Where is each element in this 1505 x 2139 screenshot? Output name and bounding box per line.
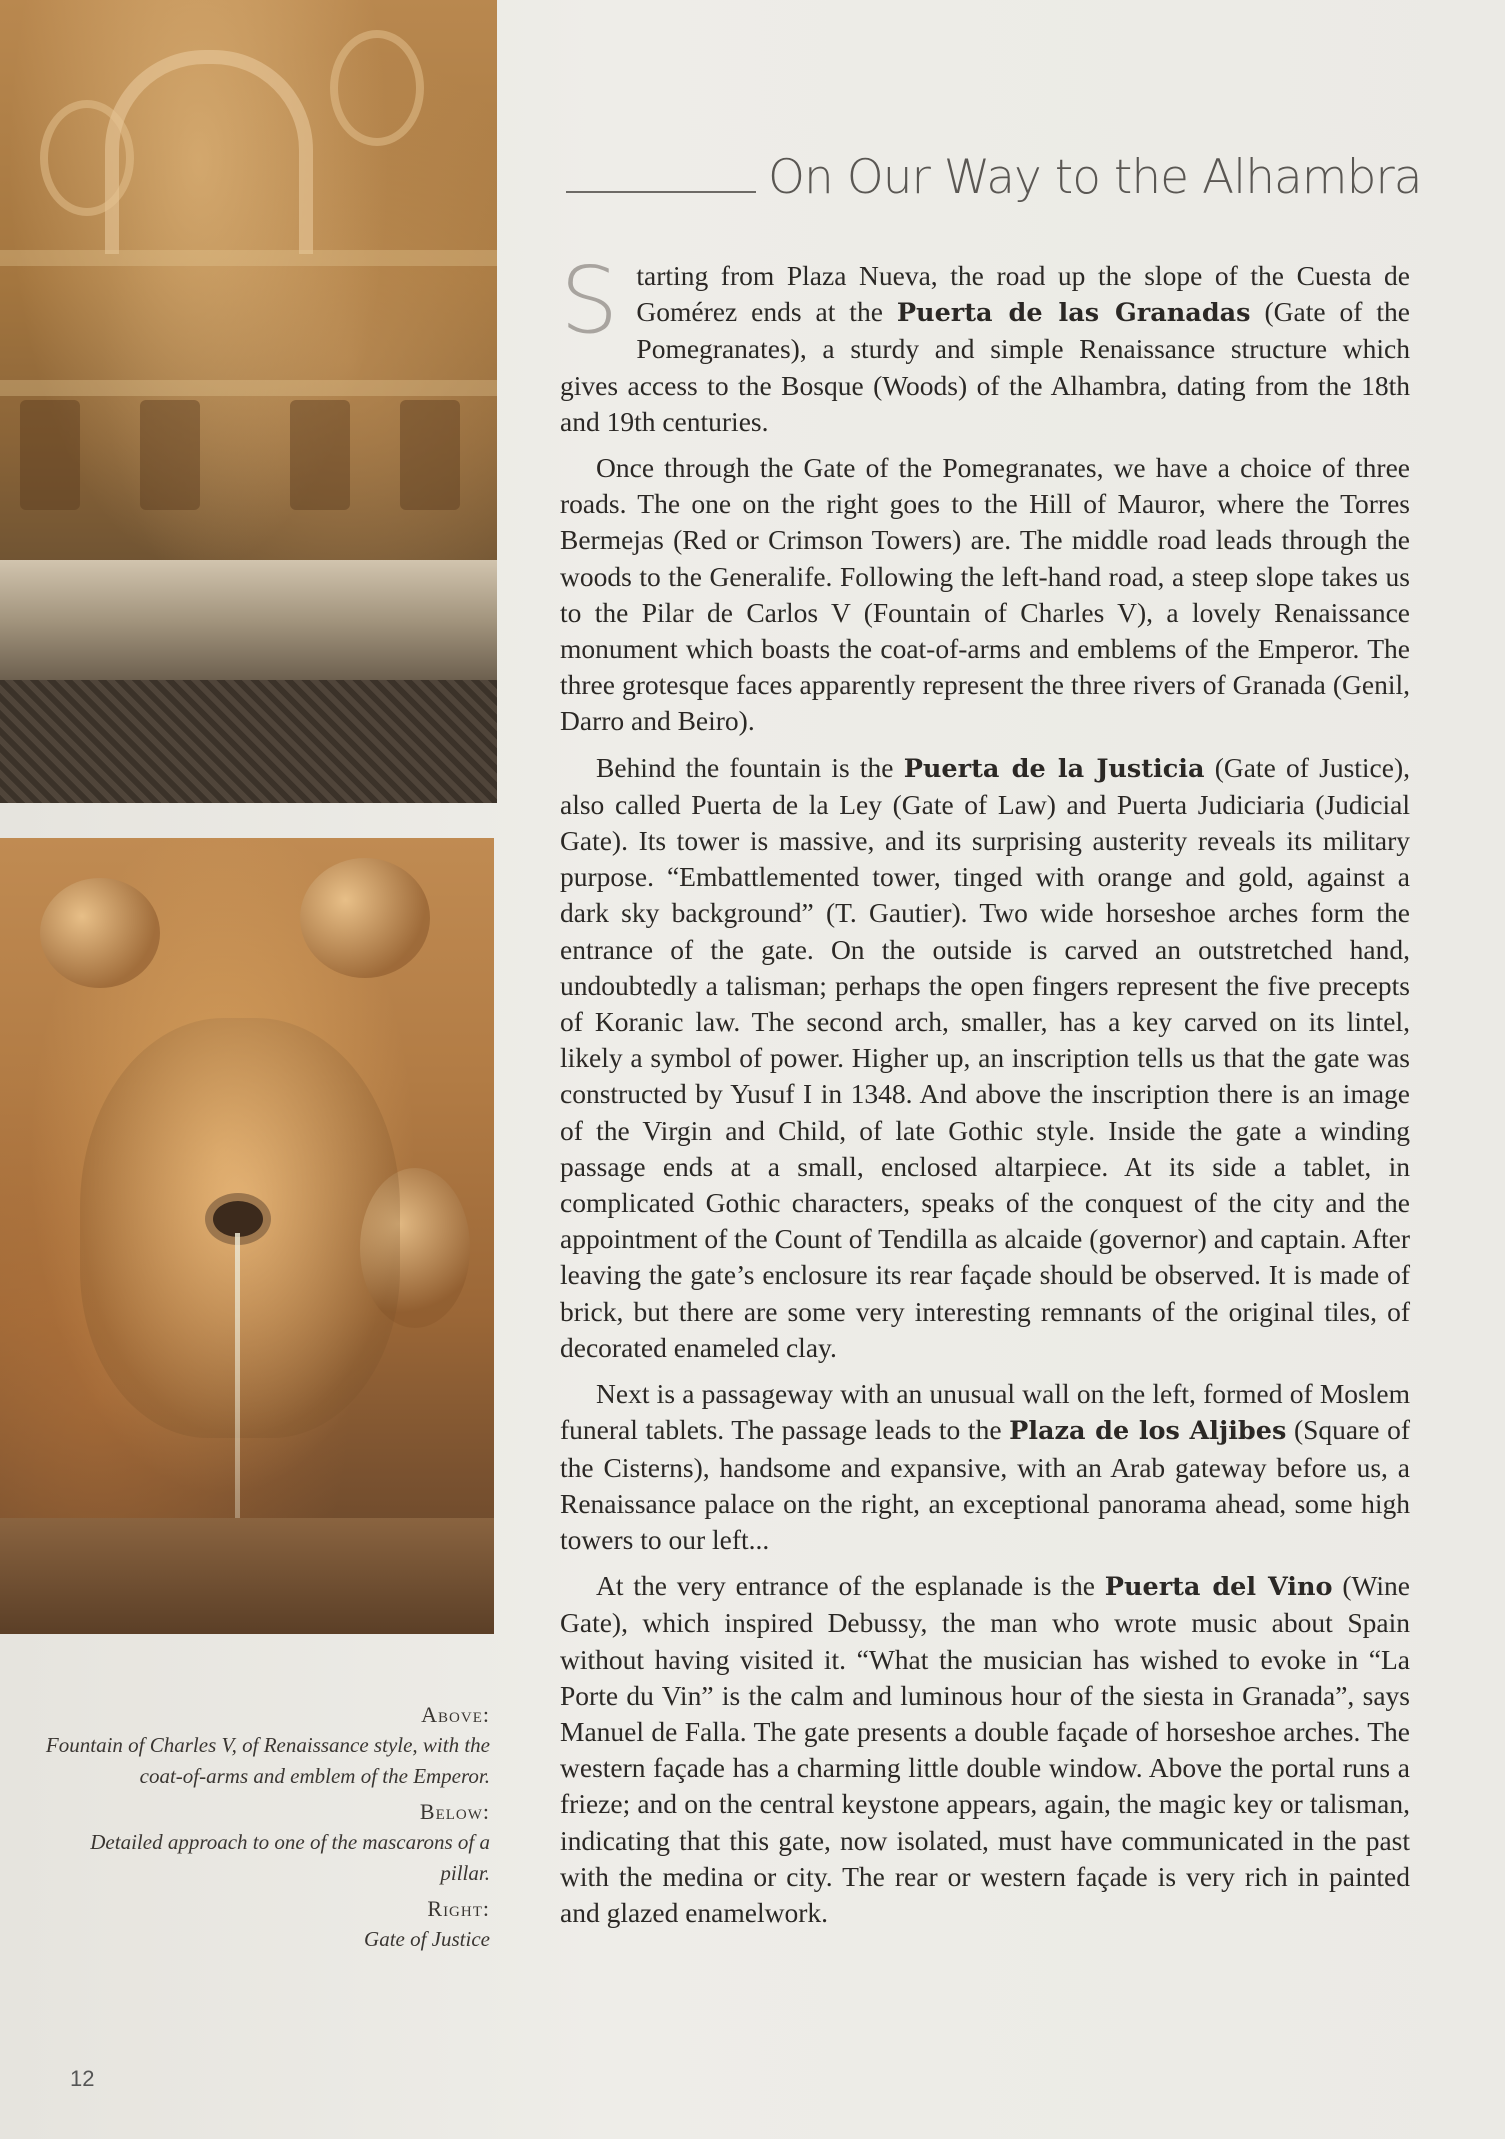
text-run: At the very entrance of the esplanade is the: [596, 1570, 1105, 1602]
body-text: [560, 247, 1411, 1941]
text-run: (Wine Gate), which inspired Debussy, the man who wrote music about Spain without having visited it. “What the musician has wished to evoke in “La Porte du Vin” is the calm and luminous hour of the siesta in Granada”, says Manuel de Falla. The gate presents a double façade of horseshoe arches. The western façade has a charming little double window. Above the portal runs a frieze; and on the central keystone appears, again, the magic key or talisman, indicating that this gate, now isolated, must have communicated in the past with the medina or city. The rear or western façade is very rich in painted and glazed enamelwork.: [560, 1570, 1410, 1928]
water-stream: [235, 1233, 240, 1563]
text-run: Behind the fountain is the: [596, 751, 904, 783]
caption-label: Above:: [421, 1702, 490, 1727]
fountain-ground: [0, 680, 497, 803]
grape-cluster: [40, 878, 160, 988]
page-number: 12: [70, 2066, 95, 2091]
pillar-basin: [0, 1518, 494, 1634]
fountain-medallion-left: [40, 100, 134, 216]
title-rule: [566, 191, 756, 193]
body-paragraph: [560, 1568, 1410, 1931]
fountain-relief-panel: [140, 400, 200, 510]
fountain-medallion-right: [330, 30, 424, 146]
fountain-photo: [0, 0, 497, 803]
fountain-ledge: [0, 380, 497, 396]
text-run: (Square of the Cisterns), handsome and expansive, with an Arab gateway before us, a Renaissance palace on the right, an exceptional panorama ahead, some high towers to our left...: [560, 1414, 1411, 1555]
body-paragraph: [560, 247, 1410, 440]
body-paragraph: [560, 750, 1410, 1366]
text-run: (Gate of Justice), also called Puerta de la Ley (Gate of Law) and Puerta Judiciaria (Judicial Gate). Its tower is massive, and its surprising austerity reveals its military purpose. “Embattlemented tower, tinged with orange and gold, against a dark sky background” (T. Gautier). Two wide horseshoe arches form the entrance of the gate. On the outside is carved an outstretched hand, undoubtedly a talisman; perhaps the open fingers represent the five precepts of Koranic law. The second arch, smaller, has a key carved on its lintel, likely a symbol of power. Higher up, an inscription tells us that the gate was constructed by Yusuf I in 1348. And above the inscription there is an image of the Virgin and Child, of late Gothic style. Inside the gate a winding passage ends at a small, enclosed altarpiece. At its side a tablet, in complicated Gothic characters, speaks of the conquest of the city and the appointment of the Count of Tendilla as alcaide (governor) and captain. After leaving the gate’s enclosure its rear façade should be observed. It is made of brick, but there are some very interesting remnants of the original tiles, of decorated enameled clay.: [560, 751, 1410, 1363]
fountain-relief-panel: [20, 400, 80, 510]
chapter-title: On Our Way to the Alhambra: [768, 150, 1422, 205]
mascaron-photo: [0, 838, 494, 1634]
text-run: (Gate of the Pomegranates), a sturdy and simple Renaissance structure which gives access to the Bosque (Woods) of the Alhambra, dating from the 18th and 19th centuries.: [560, 296, 1410, 437]
caption-label: Below:: [419, 1799, 490, 1824]
fountain-relief-panel: [400, 400, 460, 510]
bold-place-name: Puerta de las Granadas: [896, 298, 1251, 329]
drop-cap: S: [560, 247, 619, 354]
text-run: Next is a passageway with an unusual wall on the left, formed of Moslem funeral tablets. The passage leads to the: [560, 1378, 1410, 1446]
fountain-cornice: [0, 250, 497, 266]
caption-text: Gate of Justice: [364, 1927, 490, 1951]
caption-text: Fountain of Charles V, of Renaissance style, with the coat-of-arms and emblem of the Emperor.: [45, 1733, 490, 1788]
grape-cluster: [300, 858, 430, 978]
fountain-arch-shape: [105, 50, 313, 254]
bold-place-name: Puerta de la Justicia: [903, 753, 1205, 784]
body-paragraph: [560, 1376, 1410, 1558]
caption-label: Right:: [427, 1896, 490, 1921]
caption-text: Detailed approach to one of the mascarons of a pillar.: [90, 1830, 490, 1885]
fountain-relief-panel: [290, 400, 350, 510]
bold-place-name: Puerta del Vino: [1104, 1572, 1333, 1603]
photo-captions: [40, 1695, 490, 1955]
body-paragraph: [560, 450, 1410, 740]
text-run: Once through the Gate of the Pomegranates, we have a choice of three roads. The one on the right goes to the Hill of Mauror, where the Torres Bermejas (Red or Crimson Towers) are. The middle road leads through the woods to the Generalife. Following the left-hand road, a steep slope takes us to the Pilar de Carlos V (Fountain of Charles V), a lovely Renaissance monument which boasts the coat-of-arms and emblems of the Emperor. The three grotesque faces apparently represent the three rivers of Granada (Genil, Darro and Beiro).: [560, 452, 1410, 737]
bold-place-name: Plaza de los Aljibes: [1009, 1416, 1287, 1447]
text-run: tarting from Plaza Nueva, the road up the slope of the Cuesta de Gomérez ends at the: [636, 260, 1410, 328]
fountain-trough: [0, 560, 497, 680]
